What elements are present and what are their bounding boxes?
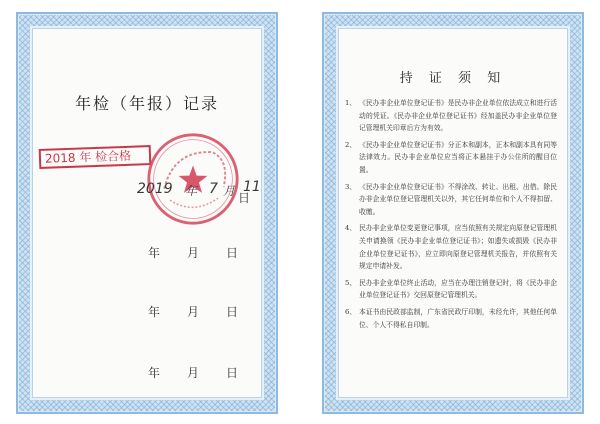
notice-item: 2、 《民办非企业单位登记证书》分正本和副本，正本和副本具有同等法律效力。民办非企业单位应当将正本悬挂于办公住所的醒目位置。 — [345, 140, 557, 174]
handwritten-year: 2019 — [137, 181, 173, 197]
handwritten-year-char: 年 — [185, 184, 198, 198]
left-page-content — [32, 28, 262, 398]
annual-inspection-title: 年检（年报）记录 — [74, 94, 219, 113]
right-page — [322, 12, 584, 414]
right-page-content — [338, 28, 568, 398]
inspection-passed-stamp: 2018 年 检合格 — [39, 145, 152, 169]
record-row-3: 年 月 日 — [147, 305, 239, 319]
handwritten-month-char: 月 — [223, 184, 236, 198]
official-seal-icon — [145, 131, 241, 227]
notice-item: 1、 《民办非企业单位登记证书》是民办非企业单位依法成立和进行活动的凭证。《民办非企业单位登记证书》经加盖民办非企业单位登记管理机关印章后方为有效。 — [345, 99, 557, 133]
handwritten-day: 11 — [243, 179, 261, 195]
handwritten-month: 7 — [209, 181, 218, 197]
notice-item: 4、 民办非企业单位变更登记事项，应当依照有关规定向原登记管理机关申请换领《民办非企业单位登记证书》；如遗失或损毁《民办非企业单位登记证书》，应立即向原登记管理机关报告，并依照有关规定申请补发。 — [345, 224, 557, 271]
certificate-notice-title: 持 证 须 知 — [399, 71, 507, 86]
record-row-2: 年 月 日 — [147, 246, 239, 260]
record-row-4: 年 月 日 — [147, 366, 239, 380]
notice-list — [345, 97, 557, 335]
record-row-1-day: 日 — [237, 191, 251, 205]
left-page — [16, 12, 278, 414]
notice-item: 3、 《民办非企业单位登记证书》不得涂改、转让、出租、出借。除民办非企业单位登记管理机关以外，其它任何单位和个人不得扣留、收缴。 — [345, 182, 557, 216]
notice-item: 5、 民办非企业单位终止活动，应当在办理注销登记时，将《民办非企业单位登记证书》交回原登记管理机关。 — [345, 278, 557, 300]
notice-item: 6、 本证书由民政部监制，广东省民政厅印制，未经允许，其他任何单位、个人不得私自印制。 — [345, 307, 557, 329]
